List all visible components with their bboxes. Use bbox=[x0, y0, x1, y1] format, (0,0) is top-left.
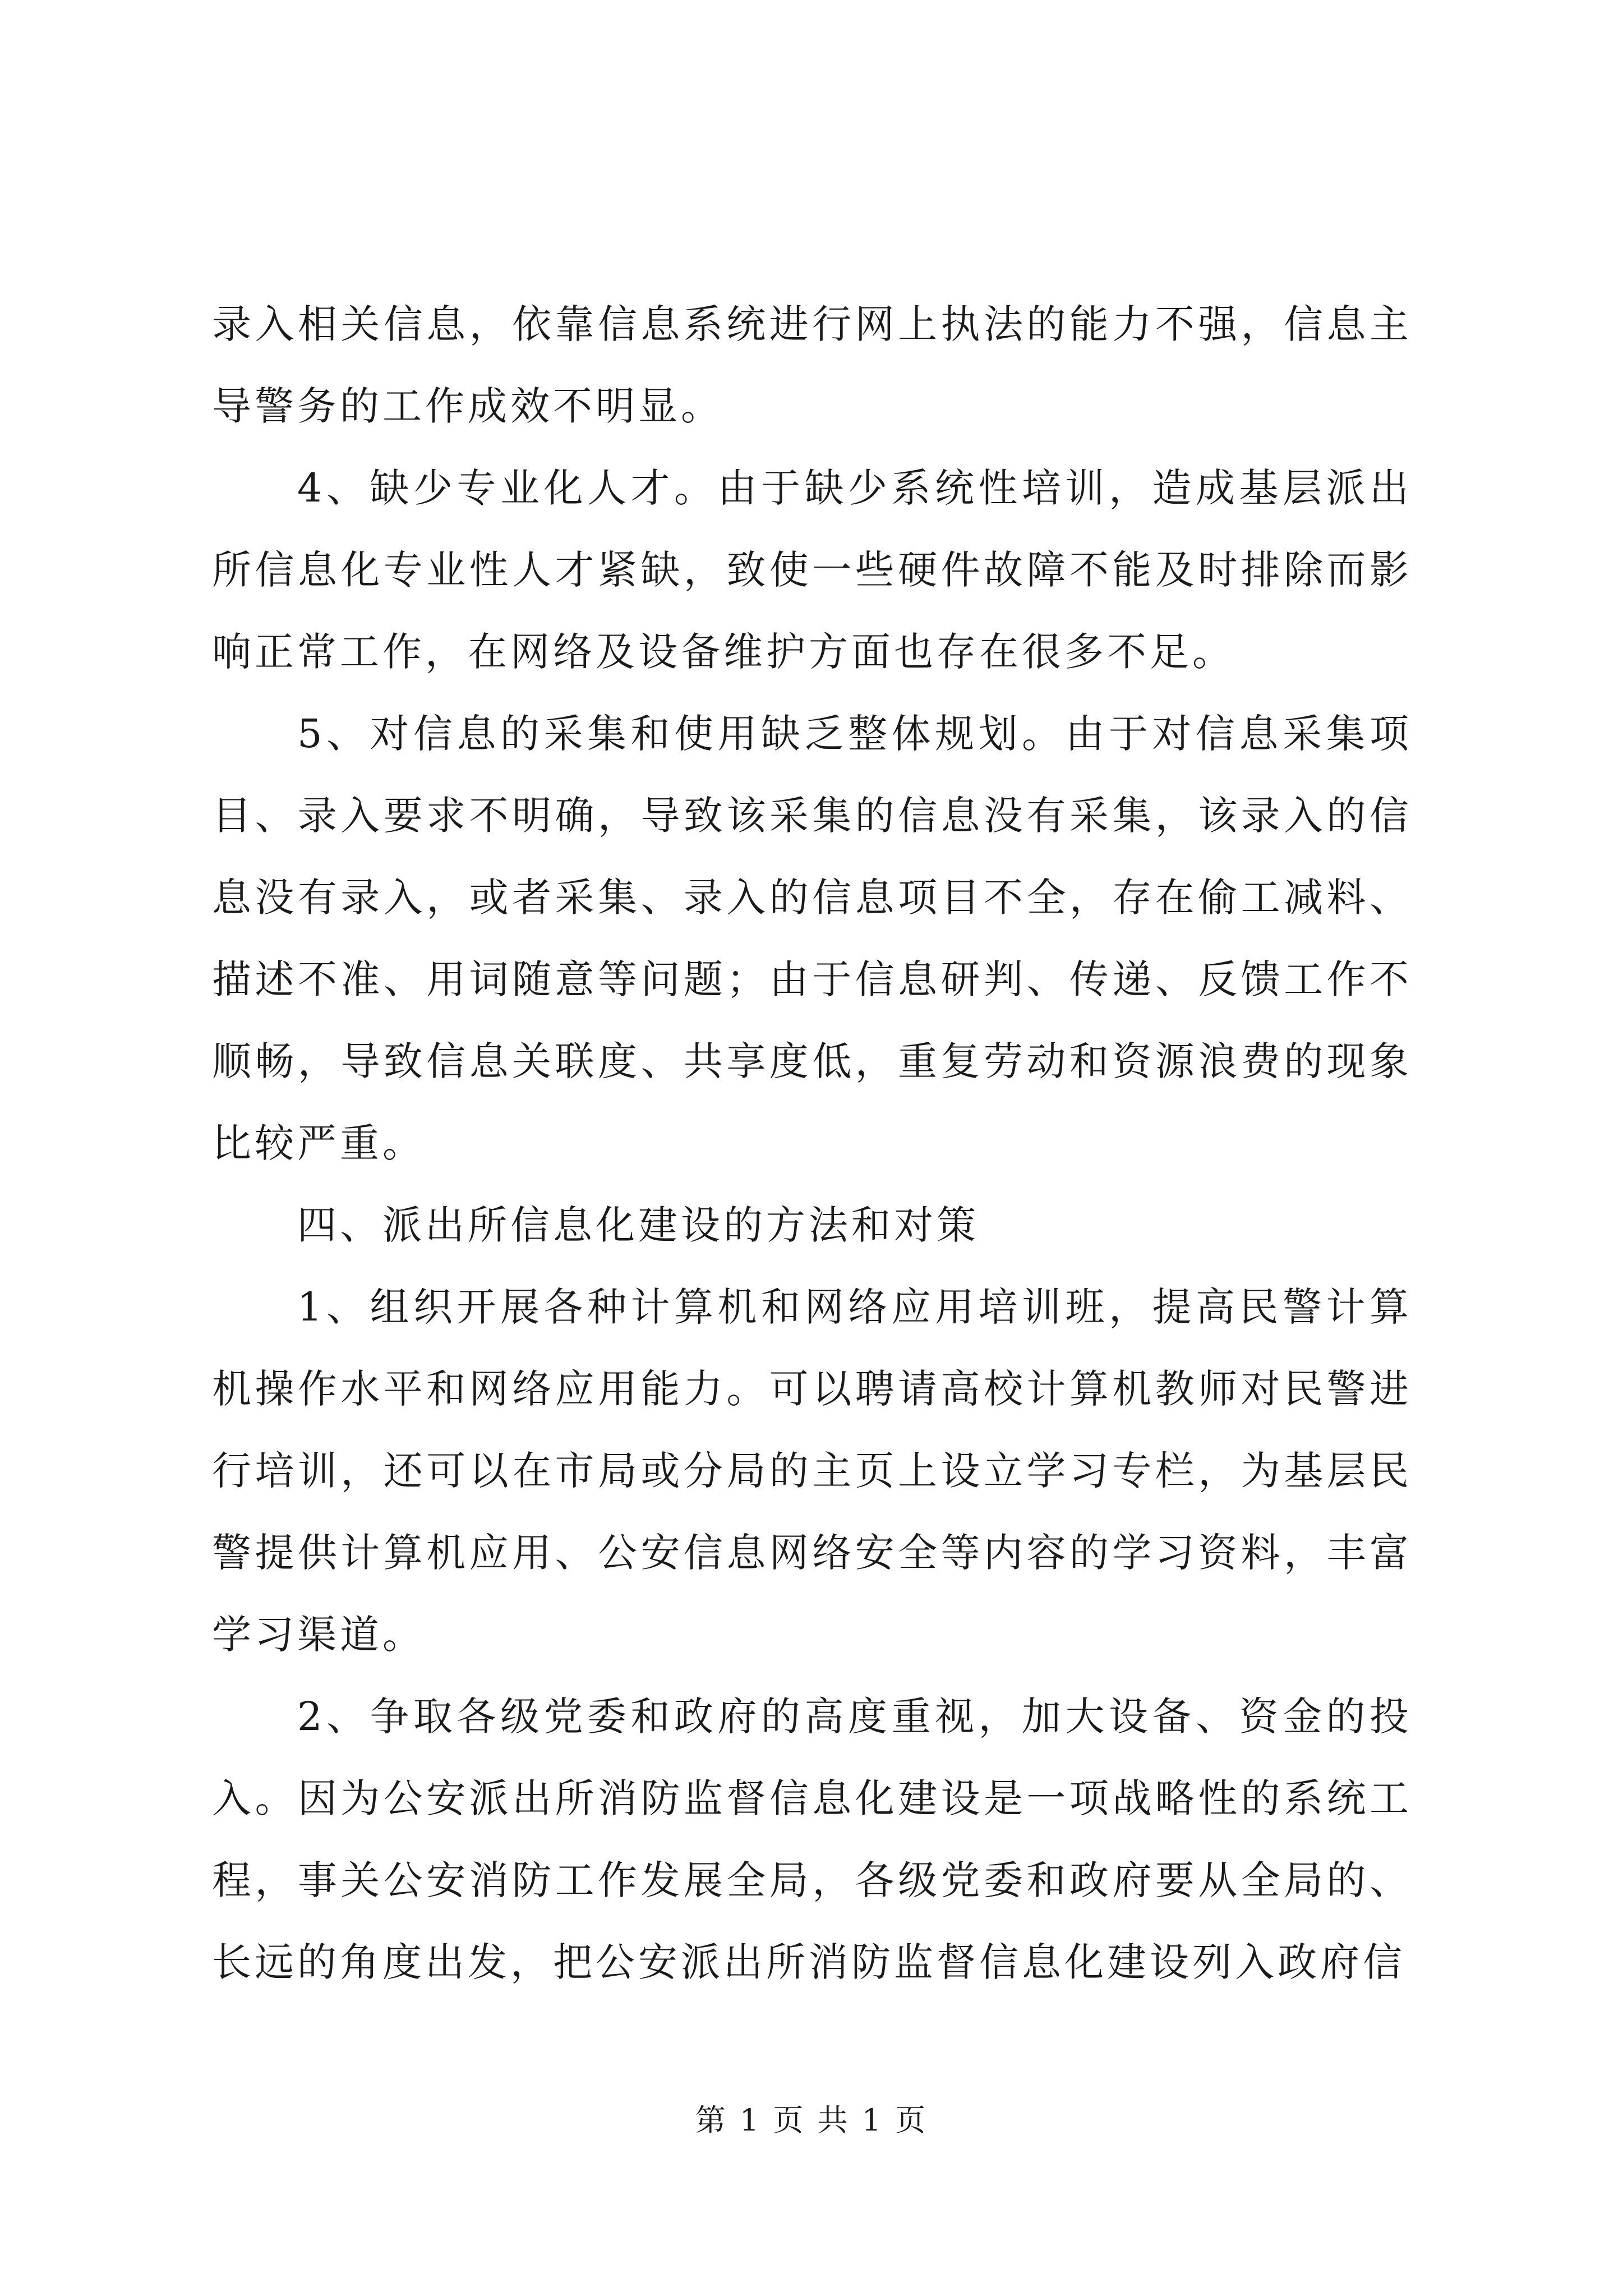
paragraph-measure-2: 2、争取各级党委和政府的高度重视，加大设备、资金的投入。因为公安派出所消防监督信息化建设是一项战略性的系统工程，事关公安消防工作发展全局，各级党委和政府要从全局的、长远的角度出发，把公安派出所消防监督信息化建设列入政府信 bbox=[212, 1694, 1412, 1985]
section-heading: 四、派出所信息化建设的方法和对策 bbox=[297, 1202, 979, 1248]
document-body bbox=[212, 283, 1412, 2003]
paragraph-measure-1: 1、组织开展各种计算机和网络应用培训班，提高民警计算机操作水平和网络应用能力。可以聘请高校计算机教师对民警进行培训，还可以在市局或分局的主页上设立学习专栏，为基层民警提供计算机应用、公安信息网络安全等内容的学习资料，丰富学习渠道。 bbox=[212, 1284, 1412, 1658]
paragraph-item-5: 5、对信息的采集和使用缺乏整体规划。由于对信息采集项目、录入要求不明确，导致该采集的信息没有采集，该录入的信息没有录入，或者采集、录入的信息项目不全，存在偷工减料、描述不准、用词随意等问题；由于信息研判、传递、反馈工作不顺畅，导致信息关联度、共享度低，重复劳动和资源浪费的现象比较严重。 bbox=[212, 711, 1412, 1166]
paragraph-continuation: 录入相关信息，依靠信息系统进行网上执法的能力不强，信息主导警务的工作成效不明显。 bbox=[212, 301, 1412, 429]
page-footer: 第 1 页 共 1 页 bbox=[695, 2102, 928, 2138]
paragraph-item-4: 4、缺少专业化人才。由于缺少系统性培训，造成基层派出所信息化专业性人才紧缺，致使一些硬件故障不能及时排除而影响正常工作，在网络及设备维护方面也存在很多不足。 bbox=[212, 465, 1412, 675]
